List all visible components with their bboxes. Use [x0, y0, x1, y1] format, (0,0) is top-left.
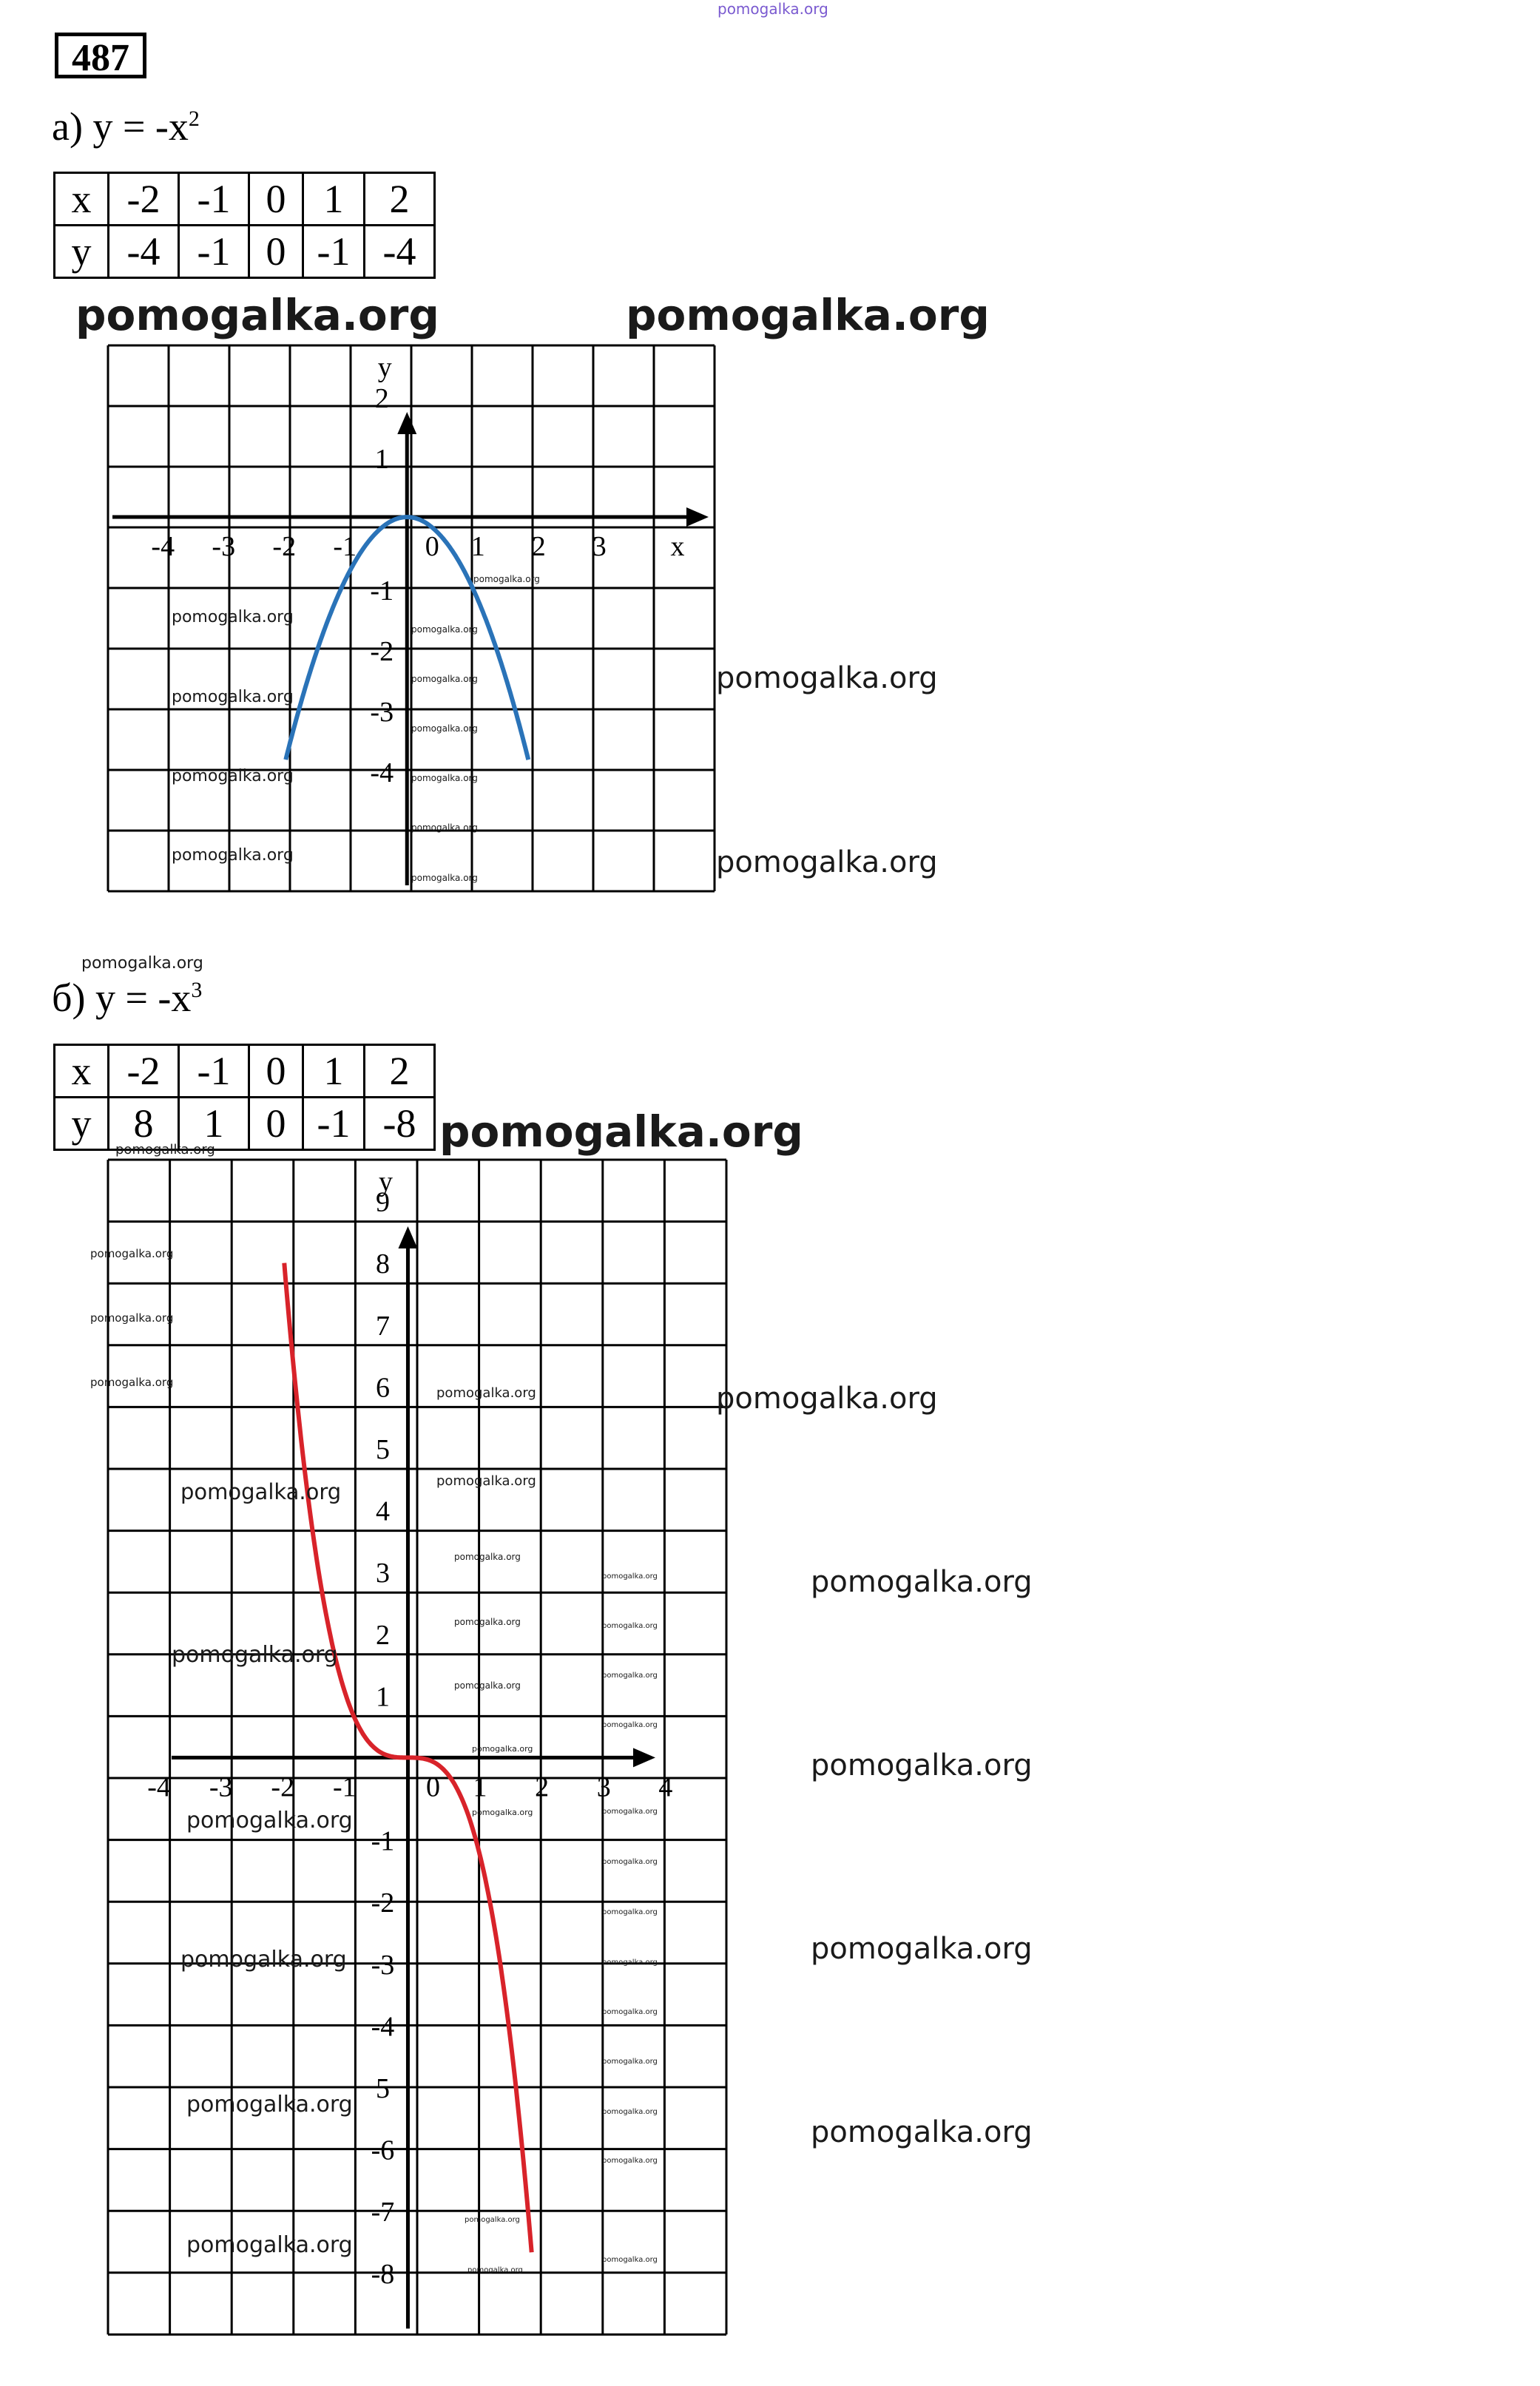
table-cell: 1 [303, 1045, 365, 1098]
watermark: pomogalka.org [439, 1106, 803, 1157]
table-header-y: y [55, 1098, 109, 1150]
table-cell: 2 [365, 1045, 435, 1098]
watermark: pomogalka.org [602, 1959, 658, 1967]
watermark: pomogalka.org [602, 1572, 658, 1581]
y-tick-label: -2 [370, 636, 394, 667]
y-tick-label: -3 [370, 697, 394, 728]
table-cell: 1 [303, 173, 365, 226]
watermark: pomogalka.org [436, 1473, 536, 1489]
watermark: pomogalka.org [186, 1808, 353, 1834]
watermark: pomogalka.org [411, 674, 478, 684]
watermark: pomogalka.org [436, 1385, 536, 1401]
y-tick-label: -3 [371, 1949, 395, 1981]
x-tick-label: 3 [596, 1771, 611, 1803]
y-tick-label: -4 [370, 757, 394, 788]
y-tick-label: -2 [371, 1887, 395, 1919]
y-tick-label: 2 [375, 1619, 390, 1651]
table-cell: -1 [303, 226, 365, 278]
watermark: pomogalka.org [602, 1908, 658, 1916]
table-cell: -4 [365, 226, 435, 278]
watermark: pomogalka.org [454, 1617, 521, 1627]
graph-b-y-arrow [398, 1226, 417, 1248]
watermark: pomogalka.org [602, 1622, 658, 1630]
watermark: pomogalka.org [180, 1947, 347, 1973]
y-tick-label: 1 [374, 444, 389, 475]
y-axis-label: y [377, 352, 392, 383]
y-tick-label: -4 [371, 2011, 395, 2043]
watermark: pomogalka.org [811, 2115, 1033, 2149]
x-tick-label: 4 [658, 1771, 673, 1803]
watermark: pomogalka.org [172, 608, 294, 626]
watermark: pomogalka.org [180, 1479, 342, 1504]
x-tick-label: -4 [147, 1771, 171, 1803]
y-tick-label: 5 [375, 1434, 390, 1465]
table-cell: 1 [179, 1098, 249, 1150]
watermark: pomogalka.org [716, 661, 938, 695]
y-tick-label: 4 [375, 1496, 390, 1527]
watermark: pomogalka.org [411, 773, 478, 783]
watermark: pomogalka.org [411, 873, 478, 883]
y-tick-label: -1 [371, 1825, 395, 1857]
watermark: pomogalka.org [716, 1382, 938, 1416]
part-a-exponent: 2 [188, 107, 200, 131]
x-tick-label: 2 [535, 1771, 550, 1803]
table-cell: 0 [249, 1045, 303, 1098]
watermark: pomogalka.org [411, 822, 478, 833]
y-tick-label: -1 [370, 575, 394, 606]
watermark: pomogalka.org [602, 1672, 658, 1680]
x-tick-label: -1 [333, 531, 357, 563]
watermark: pomogalka.org [411, 723, 478, 734]
watermark: pomogalka.org [602, 2108, 658, 2116]
y-tick-label: 2 [374, 383, 389, 414]
watermark: pomogalka.org [172, 1642, 338, 1668]
problem-number: 487 [55, 33, 146, 78]
watermark: pomogalka.org [472, 1808, 533, 1817]
watermark: pomogalka.org [465, 2216, 520, 2224]
y-tick-label: -6 [371, 2135, 395, 2166]
watermark: pomogalka.org [472, 1744, 533, 1754]
part-b-exponent: 3 [191, 978, 203, 1002]
table-header-x: x [55, 173, 109, 226]
x-tick-label: -3 [212, 531, 236, 563]
watermark: pomogalka.org [467, 2266, 523, 2274]
watermark: pomogalka.org [186, 2232, 353, 2258]
watermark: pomogalka.org [172, 767, 294, 785]
watermark: pomogalka.org [411, 624, 478, 635]
y-tick-label: 8 [375, 1248, 390, 1280]
table-cell: 2 [365, 173, 435, 226]
watermark: pomogalka.org [811, 1565, 1033, 1599]
table-cell: -1 [179, 1045, 249, 1098]
watermark: pomogalka.org [90, 1376, 174, 1389]
x-tick-label: 2 [531, 531, 546, 563]
x-tick-label: 0 [425, 531, 439, 563]
table-cell: -1 [303, 1098, 365, 1150]
watermark: pomogalka.org [602, 2157, 658, 2165]
x-tick-label: -2 [271, 1771, 295, 1803]
watermark: pomogalka.org [626, 290, 990, 340]
watermark: pomogalka.org [172, 688, 294, 706]
table-header-y: y [55, 226, 109, 278]
watermark: pomogalka.org [75, 290, 439, 340]
table-cell: -2 [109, 173, 179, 226]
x-axis-label: x [670, 531, 685, 563]
table-cell: -1 [179, 226, 249, 278]
watermark: pomogalka.org [186, 2092, 353, 2118]
table-cell: 8 [109, 1098, 179, 1150]
watermark: pomogalka.org [811, 1748, 1033, 1782]
x-tick-label: -3 [209, 1771, 233, 1803]
x-tick-label: 1 [473, 1771, 487, 1803]
watermark: pomogalka.org [90, 1311, 174, 1325]
part-b-label: б) y = -x [52, 976, 192, 1020]
x-tick-label: -4 [151, 531, 175, 563]
watermark: pomogalka.org [90, 1247, 174, 1260]
x-tick-label: -2 [272, 531, 297, 563]
x-tick-label: 0 [425, 1771, 440, 1803]
table-cell: -1 [179, 173, 249, 226]
watermark: pomogalka.org [172, 846, 294, 865]
watermark: pomogalka.org [602, 2256, 658, 2264]
watermark: pomogalka.org [81, 954, 203, 973]
table-cell: -8 [365, 1098, 435, 1150]
table-header-x: x [55, 1045, 109, 1098]
watermark: pomogalka.org [602, 2008, 658, 2016]
watermark: pomogalka.org [473, 574, 540, 584]
x-tick-label: 1 [470, 531, 485, 563]
watermark: pomogalka.org [602, 1721, 658, 1729]
watermark: pomogalka.org [602, 1808, 658, 1816]
watermark: pomogalka.org [454, 1680, 521, 1691]
watermark-top: pomogalka.org [717, 0, 828, 18]
x-tick-label: 3 [592, 531, 607, 563]
y-tick-label: 6 [375, 1372, 390, 1404]
watermark: pomogalka.org [602, 2058, 658, 2066]
y-tick-label: -7 [371, 2197, 395, 2228]
watermark: pomogalka.org [602, 1858, 658, 1866]
watermark: pomogalka.org [115, 1142, 215, 1157]
table-cell: 0 [249, 173, 303, 226]
table-cell: 0 [249, 226, 303, 278]
y-tick-label: 5 [375, 2073, 390, 2104]
y-tick-label: 1 [375, 1681, 390, 1713]
y-tick-label: 9 [375, 1186, 390, 1218]
table-cell: -4 [109, 226, 179, 278]
y-tick-label: -8 [371, 2258, 395, 2290]
graph-b-x-arrow [633, 1748, 655, 1767]
y-tick-label: 3 [375, 1558, 390, 1589]
watermark: pomogalka.org [716, 845, 938, 879]
table-cell: 0 [249, 1098, 303, 1150]
y-tick-label: 7 [375, 1310, 390, 1342]
x-tick-label: -1 [333, 1771, 357, 1803]
y-axis-label: y [378, 1166, 393, 1197]
watermark: pomogalka.org [454, 1552, 521, 1562]
table-cell: -2 [109, 1045, 179, 1098]
watermark: pomogalka.org [811, 1932, 1033, 1966]
part-a-label: а) y = -x [52, 104, 189, 149]
